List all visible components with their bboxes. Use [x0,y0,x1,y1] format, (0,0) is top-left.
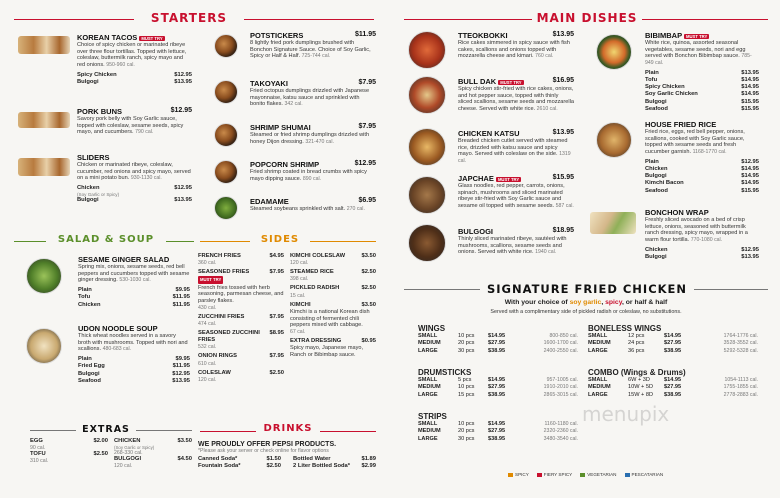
item-price: $12.95 [354,160,376,167]
legend-veg: VEGETARIAN [580,472,616,477]
pescatarian-icon [625,473,630,477]
size-table: SMALL 5 pcs $14.95 957-1005 cal. MEDIUM 10 pcs $27.95 1910-2010 cal. LARGE 15 pcs $38.95 2865-3015 cal. [418,377,578,398]
size-table: SMALL 10 pcs $14.95 800-850 cal. MEDIUM 20 pcs $27.95 1600-1700 cal. LARGE 30 pcs $38.95 2400-2550 cal. [418,333,578,354]
extras-rule-left [30,430,76,431]
legend-spicy: SPICY [508,472,529,477]
japchae-image [408,176,446,214]
sfc-rule-right [694,289,768,290]
option-row: Spicy Chicken $14.95 [645,84,759,91]
popcorn-shrimp-item [250,160,376,182]
pork-buns-item [77,107,192,136]
sides-heading: SIDES [260,234,300,245]
udon-soup-item [78,324,190,385]
sfc-item-title: WINGS [418,324,446,333]
item-description: Glass noodles, red pepper, carrots, onions, spinach, mushrooms and sliced marinated ribeye stir-fried with Soy Garlic sauce and sesame oil topped with sesame seeds. 587 cal. [458,183,574,210]
item-title: BONCHON WRAP [645,208,709,217]
edamame-image [214,196,238,220]
side-row: ZUCCHINI FRIES $7.95 [198,313,284,320]
item-price: $7.95 [358,79,376,86]
side-row: EXTRA DRESSING $0.95 [290,337,376,344]
side-row: ONION RINGS $7.95 [198,353,284,360]
side-row: SEASONED ZUCCHINI FRIES $8.95 [198,330,284,344]
drinks-block [198,441,376,470]
item-title: PORK BUNS [77,107,123,116]
item-description: Breaded chicken cutlet served with steamed rice, drizzled with katsu sauce and spicy mayo. Served with coleslaw on the side. 1319 cal. [458,138,571,165]
sesame-salad-image [26,258,62,294]
extra-row: BULGOGI $4.50 [114,456,192,463]
sides-column-2: KIMCHI COLESLAW $3.50 120 cal. STEAMED RICE $2.50 398 cal. PICKLED RADISH $2.50 15 cal. KIMCHI $3.50 Kimchi is a national Korean dish consisting of fermented chili peppers mixed with cabbage. 67 cal. EXTRA DRESSING $0.95 Spicy mayo, Japanese mayo, Ranch or Bibimbap sauce. [290,253,376,358]
spicy-icon [508,473,513,477]
option-row: Bulgogi $13.95 [77,197,192,204]
house-fried-rice-image [596,122,632,158]
starters-heading: STARTERS [150,11,228,25]
item-description: Fried rice, eggs, red bell pepper, onions, scallions, cooked with Soy Garlic sauce, topped with sesame seeds and fresh cucumber garnish. 1168-1770 cal. [645,129,745,156]
item-title: POTSTICKERS [250,31,304,40]
sides-column-1: FRENCH FRIES $4.95 360 cal. SEASONED FRIES MUST TRY $7.95 French fries tossed with herb seasoning, parmesan cheese, and parsley flakes. 430 cal. ZUCCHINI FRIES $7.95 474 cal. SEASONED ZUCCHINI FRIES $8.95 532 cal. ONION RINGS $7.95 610 cal. COLESLAW $2.50 120 cal. [198,253,284,383]
main-dishes-heading: MAIN DISHES [536,11,638,25]
sliders-image [18,158,70,176]
edamame-item [250,197,376,213]
bull-dak-image [408,76,446,114]
combo-block [588,368,758,399]
option-row: Tofu $14.95 [645,77,759,84]
item-price: $7.95 [358,123,376,130]
drink-row: Fountain Soda* $2.50 [198,463,281,470]
pork-buns-image [18,112,70,128]
option-row: Plain $9.95 [78,287,190,294]
popcorn-shrimp-image [214,160,238,184]
size-table: SMALL 12 pcs $14.95 1764-1776 cal. MEDIUM 24 pcs $27.95 3528-3552 cal. LARGE 36 pcs $38.95 5292-5328 cal. [588,333,758,354]
japchae-item [458,174,574,210]
wings-block [418,324,578,355]
option-row: Soy Garlic Chicken $14.95 [645,91,759,98]
starters-rule-right [244,19,374,20]
must-try-badge: MUST TRY [141,35,163,41]
option-row: Fried Egg $11.95 [78,363,190,370]
side-row: KIMCHI COLESLAW $3.50 [290,253,376,259]
side-row: FRENCH FRIES $4.95 [198,253,284,259]
option-row: Plain $13.95 [645,69,759,76]
sfc-item-title: DRUMSTICKS [418,368,472,377]
sliders-item [77,153,192,205]
item-title: SLIDERS [77,153,110,162]
item-title: BULGOGI [458,227,493,236]
sfc-item-title: BONELESS WINGS [588,324,662,333]
item-description: Thick wheat noodles served in a savory broth with mushrooms. Topped with nori and scallions. 480-683 cal. [78,333,188,353]
sfc-item-title: STRIPS [418,412,447,421]
salad-rule-left [14,241,46,242]
sfc-subtitle: With your choice of soy garlic, spicy, or half & half [504,299,668,306]
salad-rule-right [166,241,194,242]
item-title: POPCORN SHRIMP [250,160,320,169]
potstickers-image [214,34,238,58]
item-title: HOUSE FRIED RICE [645,120,717,129]
drink-row: Canned Soda* $1.50 [198,456,281,462]
item-description: Steamed soybeans sprinkled with salt. 270 cal. [250,206,365,212]
drinks-note: *Please ask your server or check online for flavor options [198,448,329,454]
sfc-rule-left [404,289,480,290]
item-title: BIBIMBAP [645,31,682,40]
sides-rule-left [200,241,250,242]
option-row: Chicken $14.95 [645,166,759,173]
item-title: JAPCHAE [458,174,494,183]
takoyaki-item [250,79,376,108]
option-row: Chicken $12.95 [77,185,192,192]
option-row: Seafood $13.95 [78,377,190,384]
potstickers-item [250,31,376,60]
must-try-badge: MUST TRY [200,277,222,283]
drumsticks-block [418,368,578,399]
tteokbokki-item [458,31,574,60]
main-rule-left [404,19,532,20]
side-row: KIMCHI $3.50 [290,301,376,308]
item-description: Spicy chicken stir-fried with rice cakes, onions, and hot pepper sauce, topped with thinly sliced scallions, sesame seeds and mozzarella cheese. Served with white rice. 2610 cal. [458,86,574,113]
item-title: KOREAN TACOS [77,33,138,42]
takoyaki-image [214,80,238,104]
drinks-heading: DRINKS [263,423,313,434]
item-price: $13.95 [552,129,574,136]
item-price: $6.95 [358,197,376,204]
extra-row: TOFU $2.50 [30,451,108,458]
sides-rule-right [310,241,376,242]
item-description: Steamed or fried shrimp dumplings drizzled with honey Dijon dressing. 321-470 cal. [250,132,370,145]
must-try-badge: MUST TRY [497,176,520,182]
drink-row: 2 Liter Bottled Soda* $2.99 [293,463,376,470]
option-row: Bulgogi $15.95 [645,98,759,105]
option-row: Tofu $11.95 [78,294,190,301]
option-row: Plain $9.95 [78,356,190,363]
item-title: SESAME GINGER SALAD [78,255,170,264]
salad-soup-heading: SALAD & SOUP [57,234,155,245]
tteokbokki-image [408,31,446,69]
bull-dak-item [458,77,574,113]
drinks-rule-right [320,431,376,432]
item-title: BULL DAK [458,77,497,86]
item-title: CHICKEN KATSU [458,129,520,138]
extras-heading: EXTRAS [82,424,130,435]
must-try-badge: MUST TRY [686,33,708,39]
menupix-watermark: menupix [582,402,670,426]
sfc-item-title: COMBO (Wings & Drums) [588,368,686,377]
option-row: Bulgogi $14.95 [645,173,759,180]
boneless-wings-block [588,324,758,355]
shrimp-shumai-item [250,123,376,145]
starters-rule-left [14,19,134,20]
option-row: Plain $12.95 [645,158,759,165]
extra-row: CHICKEN $3.50 [114,438,192,444]
bibimbap-image [596,34,632,70]
chicken-katsu-image [408,128,446,166]
sesame-salad-item [78,255,190,309]
drink-row: Bottled Water $1.89 [293,456,376,462]
item-title: EDAMAME [250,197,289,206]
must-try-badge: MUST TRY [500,79,522,85]
extras-rule-right [136,430,192,431]
item-price: $13.95 [552,31,574,38]
item-description: Savory pork belly with Soy Garlic sauce, topped with coleslaw, sesame seeds, spicy mayo, and cucumbers. 790 cal. [77,116,184,136]
item-price: $18.95 [552,227,574,234]
item-price: $16.95 [552,77,574,84]
item-price: $11.95 [354,31,376,38]
drinks-headline: WE PROUDLY OFFER PEPSI PRODUCTS. [198,441,337,448]
item-description: Choice of spicy chicken or marinated ribeye over three flour tortillas. Topped with lettuce, coleslaw, buttermilk ranch, spicy mayo and red onions. 950-960 cal. [77,42,187,69]
bibimbap-item [645,31,759,113]
item-description: Spring mix, onions, sesame seeds, red bell peppers and cucumbers topped with sesame ginger dressing. 530-1030 cal. [78,264,190,284]
option-row: Kimchi Bacon $14.95 [645,180,759,187]
item-title: UDON NOODLE SOUP [78,324,158,333]
bonchon-wrap-item [645,208,759,261]
item-price: $12.95 [170,107,192,114]
option-row: Chicken $12.95 [645,246,759,253]
sfc-heading: SIGNATURE FRIED CHICKEN [486,282,688,296]
item-description: 8 lightly fried pork dumplings brushed with Bonchon Signature Sauce. Choice of Soy Garlic, Spicy or Half & Half. 725-744 cal. [250,40,371,60]
extras-list-left: EGG $2.00 90 cal. TOFU $2.50 310 cal. [30,438,108,465]
side-row: COLESLAW $2.50 [198,369,284,376]
udon-soup-image [26,328,62,364]
bulgogi-image [408,224,446,262]
option-row: Bulgogi $12.95 [78,370,190,377]
vegetarian-icon [580,473,585,477]
extras-list-right: CHICKEN $3.50 (Soy Garlic or Spicy) 268-330 cal. BULGOGI $4.50 120 cal. [114,438,192,470]
item-description: Fried octopus dumplings drizzled with Japanese mayonnaise, katsu sauce and sprinkled with bonito flakes. 342 cal. [250,88,370,108]
item-description: Thinly sliced marinated ribeye, sautéed with mushrooms, scallions, sesame seeds and onions. Served with white rice. 1940 cal. [458,236,567,256]
main-rule-right [642,19,768,20]
item-title: TAKOYAKI [250,79,288,88]
extra-row: EGG $2.00 [30,438,108,444]
bulgogi-item [458,227,574,256]
item-title: SHRIMP SHUMAI [250,123,311,132]
korean-tacos-image [18,36,70,54]
drinks-rule-left [200,431,256,432]
item-description: Rice cakes simmered in spicy sauce with fish cakes, scallions and onions topped with mozzarella cheese and kimari. 760 cal. [458,40,570,60]
legend-pesc: PESCATARIAN [625,472,664,477]
item-description: Freshly sliced avocado on a bed of crisp lettuce, onions, seasoned with buttermilk ranch dressing, spicy mayo, wrapped in a warm flour tortilla. 770-1080 cal. [645,217,748,244]
strips-block [418,412,578,443]
item-title: TTEOKBOKKI [458,31,508,40]
size-table: SMALL 10 pcs $14.95 1160-1180 cal. MEDIUM 20 pcs $27.95 2320-2360 cal. LARGE 30 pcs $38.95 3480-3540 cal. [418,421,578,442]
option-row: Seafood $15.95 [645,105,759,112]
size-table: SMALL 6W + 3D $14.95 1054-1113 cal. MEDIUM 10W + 5D $27.95 1755-1855 cal. LARGE 15W + 8D $38.95 2778-2883 cal. [588,377,758,398]
item-description: White rice, quinoa, assorted seasonal vegetables, sesame seeds, nori and egg served with Bonchon Bibimbap sauce. 785-949 cal. [645,40,752,67]
option-row: Seafood $15.95 [645,187,759,194]
item-description: Fried shrimp coated in bread crumbs with spicy mayo dipping sauce. 890 cal. [250,169,367,182]
shrimp-shumai-image [214,123,238,147]
fiery-spicy-icon [537,473,542,477]
side-row: SEASONED FRIES MUST TRY $7.95 [198,269,284,283]
side-row: STEAMED RICE $2.50 [290,269,376,276]
item-price: $15.95 [552,174,574,181]
diet-legend [508,472,663,477]
option-row: Bulgogi $13.95 [77,79,192,86]
side-row: PICKLED RADISH $2.50 [290,285,376,292]
korean-tacos-item [77,33,192,86]
bonchon-wrap-image [590,212,636,234]
option-row: Chicken $11.95 [78,301,190,308]
legend-fiery: FIERY SPICY [537,472,572,477]
option-row: Spicy Chicken $12.95 [77,71,192,78]
sfc-note: Served with a complimentary side of pickled radish or coleslaw, no substitutions. [490,309,682,315]
item-description: Chicken or marinated ribeye, coleslaw, cucumber, red onions and spicy mayo, served on a mini potato bun. 930-1130 cal. [77,162,191,182]
option-row: Bulgogi $13.95 [645,254,759,261]
option-note: (Soy Garlic or Spicy) [77,192,120,198]
chicken-katsu-item [458,129,574,165]
house-fried-rice-item [645,120,759,195]
